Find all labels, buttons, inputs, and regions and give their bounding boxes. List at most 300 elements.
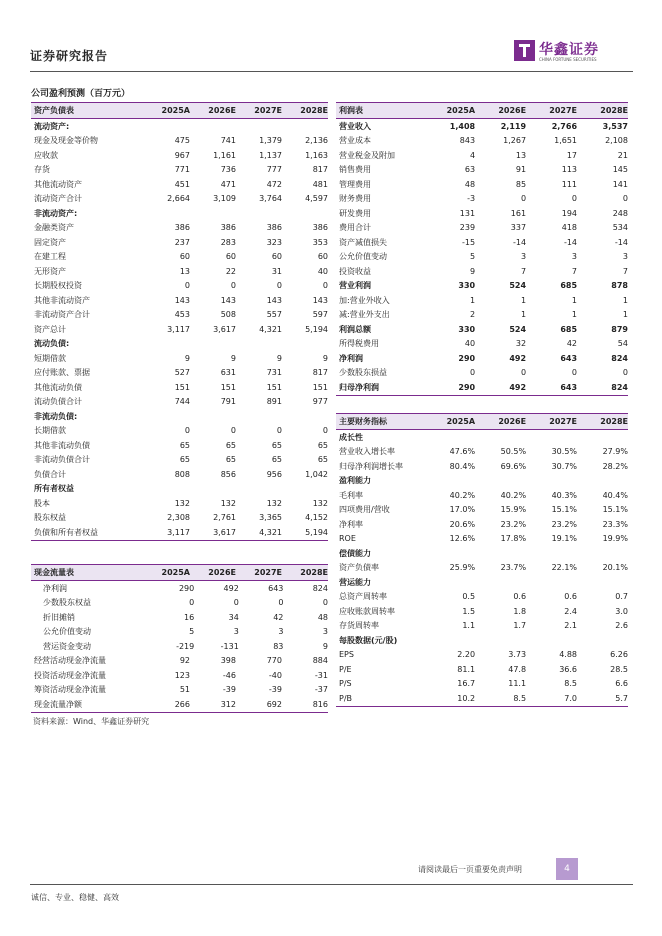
cell-value: 9 [276, 353, 282, 363]
cell-value: 65 [225, 440, 236, 450]
cell-value: 0 [189, 598, 195, 608]
row-label: 筹资活动现金净流量 [34, 685, 106, 695]
cell-value: 40.3% [551, 490, 578, 500]
cell-value: -131 [220, 641, 239, 651]
cell-value: 2,766 [551, 121, 578, 131]
table-row [336, 648, 628, 663]
cell-value: 5 [469, 252, 476, 262]
row-label: 存货 [34, 165, 50, 175]
row-label: 公允价值变动 [43, 627, 91, 637]
cell-value: 23.2% [500, 519, 527, 529]
table-row [336, 351, 628, 366]
cell-value: 744 [174, 397, 190, 407]
cell-value: 3.73 [508, 650, 527, 660]
cell-value: 386 [174, 223, 190, 233]
table-row [336, 503, 628, 518]
cell-value: 330 [458, 324, 476, 334]
cell-value: 2 [469, 310, 476, 320]
cell-value: 20.1% [602, 563, 628, 573]
cell-value: 132 [220, 498, 236, 508]
row-label: 成长性 [339, 432, 363, 442]
cell-value: 143 [312, 295, 328, 305]
cell-value: 65 [179, 455, 190, 465]
cell-value: 19.9% [602, 534, 628, 544]
table-row [336, 264, 628, 279]
cell-value: 60 [271, 252, 282, 262]
cell-value: -39 [222, 685, 236, 695]
cell-value: 1 [571, 310, 578, 320]
cell-value: 643 [560, 353, 578, 363]
cell-value: 557 [266, 310, 282, 320]
row-label: 所得税费用 [339, 339, 379, 349]
table-row [336, 337, 628, 352]
cell-value: 0 [184, 426, 190, 436]
cell-value: 3,365 [259, 513, 282, 523]
cell-value: 248 [612, 208, 628, 218]
cell-value: 145 [612, 165, 628, 175]
cell-value: 3 [322, 627, 328, 637]
cell-value: 0 [322, 426, 328, 436]
row-label: 营运能力 [339, 577, 371, 587]
cell-value: 386 [220, 223, 236, 233]
cell-value: 151 [266, 382, 282, 392]
table-row [336, 322, 628, 337]
cell-value: 42 [273, 612, 284, 622]
section-title: 公司盈利预测（百万元） [31, 89, 131, 99]
column-header: 2025A [446, 417, 476, 426]
row-label: 所有者权益 [34, 484, 74, 494]
cell-value: 453 [174, 310, 190, 320]
table-row [31, 581, 328, 596]
cell-value: 0.7 [615, 592, 628, 602]
row-label: 费用合计 [339, 223, 371, 233]
cell-value: 0 [520, 194, 527, 204]
cell-value: 141 [612, 179, 628, 189]
table-row [31, 177, 328, 192]
cell-value: 151 [220, 382, 236, 392]
cell-value: 1.1 [462, 621, 476, 631]
table-row [336, 380, 628, 396]
cell-value: 856 [220, 469, 236, 479]
cell-value: -15 [462, 237, 476, 247]
column-header: 2026E [498, 417, 527, 426]
row-label: 非流动资产: [34, 208, 78, 218]
cell-value: 51 [179, 685, 190, 695]
row-label: 金融类资产 [34, 223, 74, 233]
table-row [31, 467, 328, 482]
row-label: 股本 [34, 498, 50, 508]
cell-value: 731 [266, 368, 282, 378]
table-row [31, 409, 328, 424]
column-header: 2026E [208, 106, 236, 115]
cell-value: 4 [469, 150, 476, 160]
row-label: 归母净利润 [339, 382, 379, 392]
cell-value: 4,597 [305, 194, 328, 204]
row-label: 公允价值变动 [339, 252, 387, 262]
row-label: 应付账款、票据 [34, 368, 90, 378]
cell-value: 3 [520, 252, 527, 262]
cell-value: 891 [266, 397, 282, 407]
cell-value: 492 [509, 353, 527, 363]
table-row [336, 575, 628, 590]
table-row [336, 561, 628, 576]
row-label: 长期股权投资 [34, 281, 82, 291]
table-row [336, 474, 628, 489]
row-label: 净利润 [43, 583, 67, 593]
row-label: 非流动负债合计 [34, 455, 90, 465]
table-row [31, 250, 328, 265]
cell-value: 418 [561, 223, 578, 233]
cell-value: 508 [220, 310, 236, 320]
cell-value: 48 [317, 612, 328, 622]
table-row [31, 322, 328, 337]
cell-value: 111 [561, 179, 578, 189]
cell-value: 3 [622, 252, 628, 262]
cell-value: 3.0 [615, 606, 628, 616]
cell-value: 2.6 [615, 621, 628, 631]
row-label: 其他流动资产 [34, 179, 82, 189]
row-label: P/E [339, 664, 352, 674]
column-header: 2028E [600, 417, 628, 426]
cell-value: 0 [278, 598, 284, 608]
cell-value: 5 [189, 627, 195, 637]
cell-value: 1 [520, 295, 527, 305]
cell-value: -3 [467, 194, 476, 204]
table-row [336, 192, 628, 207]
row-label: 无形资产 [34, 266, 66, 276]
table-row [31, 235, 328, 250]
cell-value: 7.0 [564, 693, 578, 703]
cell-value: 194 [561, 208, 578, 218]
table-row [31, 308, 328, 323]
table-row [336, 691, 628, 707]
row-label: P/S [339, 679, 352, 689]
cell-value: 492 [223, 583, 239, 593]
cell-value: 534 [612, 223, 628, 233]
cell-value: 48 [464, 179, 476, 189]
logo-text-cn: 华鑫证券 [539, 42, 599, 58]
column-header: 2025A [446, 106, 476, 115]
cell-value: 63 [464, 165, 476, 175]
cell-value: -14 [512, 237, 527, 247]
cell-value: 81.1 [457, 664, 476, 674]
cell-value: 11.1 [508, 679, 527, 689]
cell-value: 471 [220, 179, 236, 189]
cell-value: 824 [611, 353, 628, 363]
cell-value: 85 [515, 179, 527, 189]
row-label: 非流动负债: [34, 411, 78, 421]
cell-value: 817 [312, 368, 328, 378]
table-row [31, 424, 328, 439]
table-row [31, 511, 328, 526]
cell-value: 83 [273, 641, 284, 651]
table-row [336, 163, 628, 178]
cash-flow-table [31, 564, 328, 713]
cell-value: 631 [220, 368, 236, 378]
table-title: 主要财务指标 [339, 417, 387, 426]
cell-value: 0.5 [462, 592, 476, 602]
cell-value: 0 [520, 368, 527, 378]
table-row [31, 496, 328, 511]
table-header-row [31, 102, 328, 119]
cell-value: 23.3% [602, 519, 628, 529]
cell-value: 816 [312, 699, 328, 709]
row-label: 营业收入 [339, 121, 371, 131]
cell-value: 92 [179, 656, 190, 666]
cell-value: 817 [312, 165, 328, 175]
table-row [336, 619, 628, 634]
row-label: 总资产周转率 [339, 592, 387, 602]
column-header: 2027E [254, 106, 282, 115]
row-label: 少数股东损益 [339, 368, 387, 378]
cell-value: 40 [464, 339, 476, 349]
cell-value: 337 [510, 223, 527, 233]
row-label: 财务费用 [339, 194, 371, 204]
cell-value: 7 [622, 266, 628, 276]
cell-value: 15.1% [551, 505, 578, 515]
cell-value: 36.6 [559, 664, 578, 674]
cell-value: 17.0% [449, 505, 476, 515]
row-label: 利润总额 [339, 324, 371, 334]
row-label: 在建工程 [34, 252, 66, 262]
table-row [336, 546, 628, 561]
table-row [31, 438, 328, 453]
table-row [31, 697, 328, 713]
cell-value: 5.7 [615, 693, 628, 703]
cell-value: 2,119 [500, 121, 527, 131]
row-label: 现金流量净额 [34, 699, 82, 709]
cell-value: 1 [571, 295, 578, 305]
column-header: 2025A [161, 568, 190, 577]
cell-value: 50.5% [500, 447, 527, 457]
row-label: 现金及现金等价物 [34, 136, 98, 146]
cell-value: 1.5 [462, 606, 476, 616]
cell-value: 54 [617, 339, 628, 349]
table-row [336, 134, 628, 149]
cell-value: 312 [220, 699, 236, 709]
column-header: 2026E [208, 568, 236, 577]
cell-value: 19.1% [551, 534, 578, 544]
table-row [336, 590, 628, 605]
cell-value: 685 [560, 281, 578, 291]
table-row [336, 293, 628, 308]
cell-value: 16 [184, 612, 195, 622]
cell-value: 451 [174, 179, 190, 189]
cell-value: 47.6% [449, 447, 476, 457]
row-label: EPS [339, 650, 354, 660]
table-row [336, 308, 628, 323]
row-label: 非流动资产合计 [34, 310, 90, 320]
cell-value: 3,764 [259, 194, 282, 204]
cell-value: 643 [560, 382, 578, 392]
row-label: 营业利润 [339, 281, 371, 291]
cell-value: 123 [174, 670, 190, 680]
cell-value: 132 [174, 498, 190, 508]
row-label: 流动资产: [34, 121, 70, 131]
table-row [336, 445, 628, 460]
cell-value: 290 [458, 353, 476, 363]
cell-value: 1 [520, 310, 527, 320]
table-row [336, 119, 628, 134]
row-label: 资产减值损失 [339, 237, 387, 247]
cell-value: 0.6 [564, 592, 578, 602]
cell-value: 323 [266, 237, 282, 247]
table-row [31, 380, 328, 395]
table-row [31, 482, 328, 497]
table-title: 资产负债表 [34, 106, 74, 115]
table-row [336, 366, 628, 381]
page-number: 4 [556, 858, 578, 880]
cell-value: 0 [184, 281, 190, 291]
cell-value: 3,537 [602, 121, 628, 131]
cell-value: 2,136 [305, 136, 328, 146]
cell-value: 884 [312, 656, 328, 666]
cell-value: 977 [312, 397, 328, 407]
cell-value: 91 [515, 165, 527, 175]
cell-value: 266 [174, 699, 190, 709]
row-label: ROE [339, 534, 356, 544]
cell-value: -219 [176, 641, 195, 651]
cell-value: 69.6% [500, 461, 527, 471]
table-row [31, 639, 328, 654]
cell-value: 7 [571, 266, 578, 276]
logo-text-en: CHINA FORTUNE SECURITIES [539, 57, 597, 62]
table-header-row [336, 102, 628, 119]
cell-value: 9 [184, 353, 190, 363]
row-label: 长期借款 [34, 426, 66, 436]
cell-value: 398 [220, 656, 236, 666]
cell-value: 40.4% [602, 490, 628, 500]
cell-value: 967 [174, 150, 190, 160]
table-row [336, 250, 628, 265]
cell-value: 475 [174, 136, 190, 146]
table-row [336, 148, 628, 163]
row-label: 毛利率 [339, 490, 363, 500]
row-label: 流动负债: [34, 339, 70, 349]
cell-value: 0 [322, 598, 328, 608]
cell-value: 30.7% [551, 461, 578, 471]
table-row [31, 525, 328, 541]
cell-value: 1,042 [305, 469, 328, 479]
table-row [31, 264, 328, 279]
cell-value: 80.4% [449, 461, 476, 471]
footer-slogan: 诚信、专业、稳健、高效 [31, 893, 119, 902]
row-label: 管理费用 [339, 179, 371, 189]
cell-value: 824 [312, 583, 328, 593]
table-row [31, 163, 328, 178]
column-header: 2028E [300, 568, 328, 577]
cell-value: 0 [233, 598, 239, 608]
table-row [31, 206, 328, 221]
cell-value: 492 [509, 382, 527, 392]
company-logo [514, 38, 634, 68]
table-row [31, 453, 328, 468]
cell-value: 9 [322, 641, 328, 651]
cell-value: 3,109 [213, 194, 236, 204]
table-row [31, 148, 328, 163]
cell-value: 40.2% [500, 490, 527, 500]
cell-value: 2.4 [564, 606, 578, 616]
table-row [31, 668, 328, 683]
logo-mark-icon [514, 40, 535, 61]
cell-value: 4,321 [259, 324, 282, 334]
cell-value: 15.9% [500, 505, 527, 515]
cell-value: 956 [266, 469, 282, 479]
cell-value: 28.2% [602, 461, 628, 471]
table-row [31, 654, 328, 669]
row-label: 减:营业外支出 [339, 310, 390, 320]
cell-value: 15.1% [602, 505, 628, 515]
cell-value: 878 [611, 281, 628, 291]
cell-value: 0 [230, 281, 236, 291]
table-row [336, 459, 628, 474]
income-statement-table [336, 102, 628, 396]
cell-value: 132 [312, 498, 328, 508]
row-label: 负债合计 [34, 469, 66, 479]
cell-value: 13 [515, 150, 527, 160]
cell-value: 879 [611, 324, 628, 334]
disclaimer-note: 请阅读最后一页重要免责声明 [418, 865, 522, 874]
row-label: 营运资金变动 [43, 641, 91, 651]
table-row [336, 235, 628, 250]
table-row [31, 366, 328, 381]
cell-value: 47.8 [508, 664, 527, 674]
cell-value: 16.7 [457, 679, 476, 689]
cell-value: 808 [174, 469, 190, 479]
row-label: 投资收益 [339, 266, 371, 276]
cell-value: 770 [266, 656, 282, 666]
data-source-note: 资料来源：Wind、华鑫证券研究 [33, 717, 150, 726]
column-header: 2028E [300, 106, 328, 115]
cell-value: 20.6% [449, 519, 476, 529]
cell-value: 597 [312, 310, 328, 320]
cell-value: 524 [509, 281, 527, 291]
cell-value: 1.7 [513, 621, 527, 631]
row-label: 净利润 [339, 353, 363, 363]
cell-value: 771 [174, 165, 190, 175]
row-label: 每股数据(元/股) [339, 635, 398, 645]
cell-value: 7 [520, 266, 527, 276]
cell-value: 290 [178, 583, 195, 593]
cell-value: 1 [622, 310, 628, 320]
cell-value: 65 [225, 455, 236, 465]
row-label: 盈利能力 [339, 476, 371, 486]
cell-value: 113 [561, 165, 578, 175]
cell-value: -46 [222, 670, 236, 680]
cell-value: 2.20 [457, 650, 476, 660]
row-label: 其他流动负债 [34, 382, 82, 392]
cell-value: 524 [509, 324, 527, 334]
table-row [31, 279, 328, 294]
cell-value: 2,761 [213, 513, 236, 523]
cell-value: 132 [266, 498, 282, 508]
table-row [31, 683, 328, 698]
cell-value: 472 [266, 179, 282, 189]
table-row [31, 119, 328, 134]
table-row [336, 633, 628, 648]
cell-value: 0 [469, 368, 476, 378]
cell-value: 791 [220, 397, 236, 407]
cell-value: 161 [510, 208, 527, 218]
cell-value: 131 [459, 208, 476, 218]
table-row [336, 430, 628, 445]
cell-value: 65 [317, 455, 328, 465]
row-label: 资产负债率 [339, 563, 379, 573]
key-ratios-table [336, 413, 628, 707]
cell-value: 3 [278, 627, 284, 637]
row-label: 流动负债合计 [34, 397, 82, 407]
table-row [31, 351, 328, 366]
